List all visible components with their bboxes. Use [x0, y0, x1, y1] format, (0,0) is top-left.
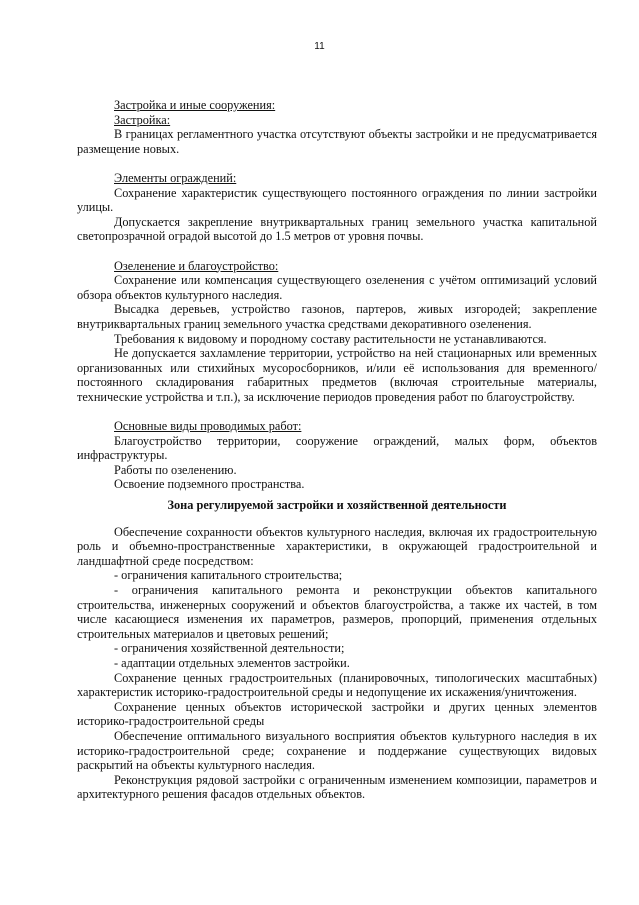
paragraph: Освоение подземного пространства.: [114, 477, 305, 492]
paragraph: Благоустройство территории, сооружение ограждений, малых форм, объектов инфраструктуры.: [77, 433, 597, 463]
paragraph: В границах регламентного участка отсутствуют объекты застройки и не предусматривается размещение новых.: [77, 127, 597, 156]
list-item: - ограничения хозяйственной деятельности;: [114, 641, 345, 656]
paragraph: Высадка деревьев, устройство газонов, партеров, живых изгородей; закрепление внутриквартальных границ земельного участка средствами декоративного озеленения.: [77, 302, 597, 331]
paragraph: Сохранение или компенсация существующего озеленения с учётом оптимизаций условий обзора объектов культурного наследия.: [77, 273, 597, 302]
paragraph: Требования к видовому и породному составу растительности не устанавливаются.: [114, 331, 547, 346]
paragraph: Сохранение ценных объектов исторической застройки и других ценных элементов историко-градостроительной среды: [77, 699, 597, 729]
section-heading-fences: Элементы ограждений:: [114, 170, 237, 185]
subsection-heading-buildings: Застройка:: [114, 112, 171, 127]
paragraph: Обеспечение оптимального визуального восприятия объектов культурного наследия в их историко-градостроительной среде; сохранение и поддержание существующих видовых раскрытий на объекты культурного наследия.: [77, 728, 597, 773]
section-heading-landscaping: Озеленение и благоустройство:: [114, 258, 279, 273]
page-number: 11: [314, 41, 325, 52]
paragraph: Работы по озеленению.: [114, 462, 237, 477]
paragraph: Допускается закрепление внутриквартальных границ земельного участка капитальной светопрозрачной оградой высотой до 1.5 метров от уровня почвы.: [77, 214, 597, 244]
paragraph: Сохранение ценных градостроительных (планировочных, типологических масштабных) характеристик историко-градостроительной среды и недопущение их искажения/уничтожения.: [77, 670, 597, 700]
list-item: - адаптации отдельных элементов застройки.: [114, 655, 350, 670]
list-item: - ограничения капитального строительства;: [114, 568, 343, 583]
zone-title: Зона регулируемой застройки и хозяйственной деятельности: [167, 498, 507, 513]
paragraph: Обеспечение сохранности объектов культурного наследия, включая их градостроительную роль и объемно-пространственные характеристики, в окружающей градостроительной и ландшафтной среде посредством:: [77, 524, 597, 568]
section-heading-works: Основные виды проводимых работ:: [114, 419, 302, 434]
list-item: - ограничения капитального ремонта и реконструкции объектов капитального строительства, инженерных сооружений и объектов благоустройства, а также их частей, в том числе касающиеся изменения их параметров, размеров, пропорций, применения отдельных строительных материалов и цветовых решений;: [77, 583, 597, 641]
paragraph: Не допускается захламление территории, устройство на ней стационарных или временных организованных или стихийных мусоросборников, и/или её использования для временного/постоянного складирования габаритных предметов (включая строительные материалы, технические устройства и т.п.), за исключение периодов проведения работ по благоустройству.: [77, 346, 597, 404]
paragraph: Реконструкция рядовой застройки с ограниченным изменением композиции, параметров и архитектурного решения фасадов отдельных объектов.: [77, 772, 597, 802]
paragraph: Сохранение характеристик существующего постоянного ограждения по линии застройки улицы.: [77, 185, 597, 215]
document-body: [77, 98, 597, 802]
section-heading-buildings: Застройка и иные сооружения:: [114, 98, 276, 112]
